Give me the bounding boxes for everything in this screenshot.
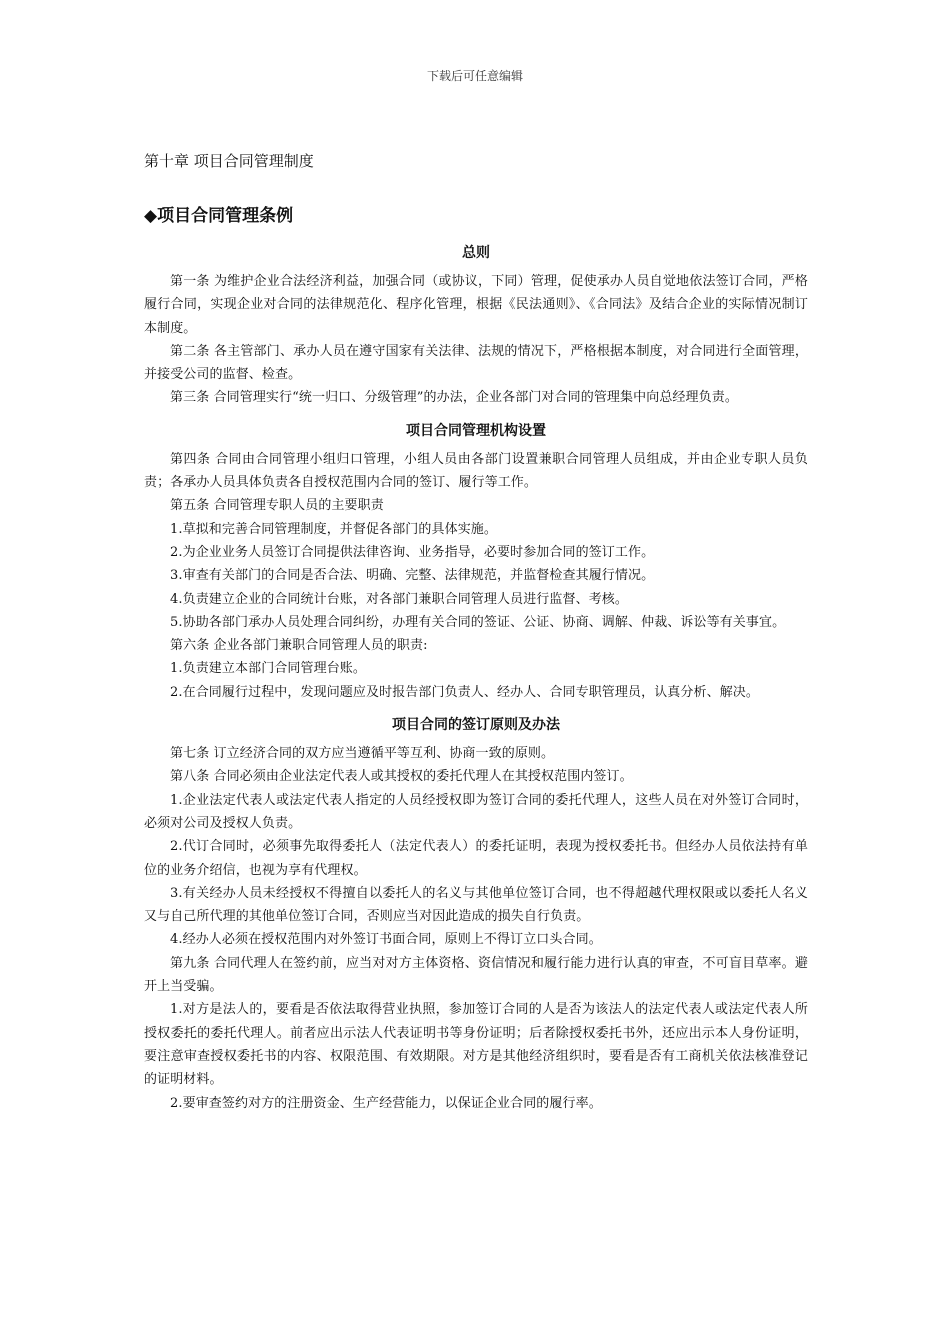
section-heading-signing: 项目合同的签订原则及办法 — [392, 717, 560, 734]
article-8-item-1: 1.企业法定代表人或法定代表人指定的人员经授权即为签订合同的委托代理人，这些人员在对外签订合同时，必须对公司及授权人负责。 — [144, 792, 808, 831]
article-9: 第九条 合同代理人在签约前，应当对对方主体资格、资信情况和履行能力进行认真的审查，不可盲目草率。避开上当受骗。 — [144, 955, 808, 995]
article-9-item-2: 2.要审查签约对方的注册资金、生产经营能力，以保证企业合同的履行率。 — [170, 1095, 602, 1111]
document-body — [144, 150, 808, 1115]
article-7: 第七条 订立经济合同的双方应当遵循平等互利、协商一致的原则。 — [170, 746, 555, 762]
spacer — [144, 410, 808, 420]
article-8: 第八条 合同必须由企业法定代表人或其授权的委托代理人在其授权范围内签订。 — [170, 769, 633, 785]
article-8-item-3: 3.有关经办人员未经授权不得擅自以委托人的名义与其他单位签订合同，也不得超越代理权限或以委托人名义又与自己所代理的其他单位签订合同，否则应当对因此造成的损失自行负责。 — [144, 885, 808, 925]
article-8-item-2: 2.代订合同时，必须事先取得委托人（法定代表人）的委托证明，表现为授权委托书。但经办人员依法持有单位的业务介绍信，也视为享有代理权。 — [144, 839, 808, 878]
chapter-title: 第十章 项目合同管理制度 — [144, 152, 314, 170]
article-6-item-1: 1.负责建立本部门合同管理台账。 — [170, 661, 367, 677]
article-5-item-2: 2.为企业业务人员签订合同提供法律咨询、业务指导，必要时参加合同的签订工作。 — [170, 544, 655, 560]
article-3: 第三条 合同管理实行“统一归口、分级管理”的办法，企业各部门对合同的管理集中向总经理负责。 — [170, 390, 738, 406]
article-5-item-5: 5.协助各部门承办人员处理合同纠纷，办理有关合同的签证、公证、协商、调解、仲裁、诉讼等有关事宜。 — [170, 614, 786, 630]
article-5-item-3: 3.审查有关部门的合同是否合法、明确、完整、法律规范，并监督检查其履行情况。 — [170, 568, 655, 584]
article-2: 第二条 各主管部门、承办人员在遵守国家有关法律、法规的情况下，严格根据本制度，对合同进行全面管理，并接受公司的监督、检查。 — [144, 343, 808, 383]
article-6-item-2: 2.在合同履行过程中，发现问题应及时报告部门负责人、经办人、合同专职管理员，认真分析、解决。 — [170, 684, 760, 700]
article-1: 第一条 为维护企业合法经济利益，加强合同（或协议，下同）管理，促使承办人员自觉地依法签订合同，严格履行合同，实现企业对合同的法律规范化、程序化管理，根据《民法通则》、《合同法》及结合企业的实际情况制订本制度。 — [144, 274, 808, 336]
article-8-item-4: 4.经办人必须在授权范围内对外签订书面合同，原则上不得订立口头合同。 — [170, 932, 602, 948]
section-title: ◆项目合同管理条例 — [144, 206, 294, 226]
section-heading-organization: 项目合同管理机构设置 — [406, 422, 546, 439]
article-5-item-4: 4.负责建立企业的合同统计台账，对各部门兼职合同管理人员进行监督、考核。 — [170, 591, 629, 607]
spacer — [144, 704, 808, 714]
article-5: 第五条 合同管理专职人员的主要职责 — [170, 498, 384, 514]
article-5-item-1: 1.草拟和完善合同管理制度，并督促各部门的具体实施。 — [170, 521, 498, 537]
header-note: 下载后可任意编辑 — [426, 69, 523, 83]
article-4: 第四条 合同由合同管理小组归口管理，小组人员由各部门设置兼职合同管理人员组成，并由企业专职人员负责；各承办人员具体负责各自授权范围内合同的签订、履行等工作。 — [144, 451, 808, 491]
article-9-item-1: 1.对方是法人的，要看是否依法取得营业执照，参加签订合同的人是否为该法人的法定代表人或法定代表人所授权委托的委托代理人。前者应出示法人代表证明书等身份证明；后者除授权委托书外，还应出示本人身份证明，要注意审查授权委托书的内容、权限范围、有效期限。对方是其他经济组织时，要看是否有工商机关依法核准登记的证明材料。 — [144, 1002, 808, 1088]
article-6: 第六条 企业各部门兼职合同管理人员的职责: — [170, 638, 428, 654]
section-heading-general: 总则 — [462, 245, 490, 261]
